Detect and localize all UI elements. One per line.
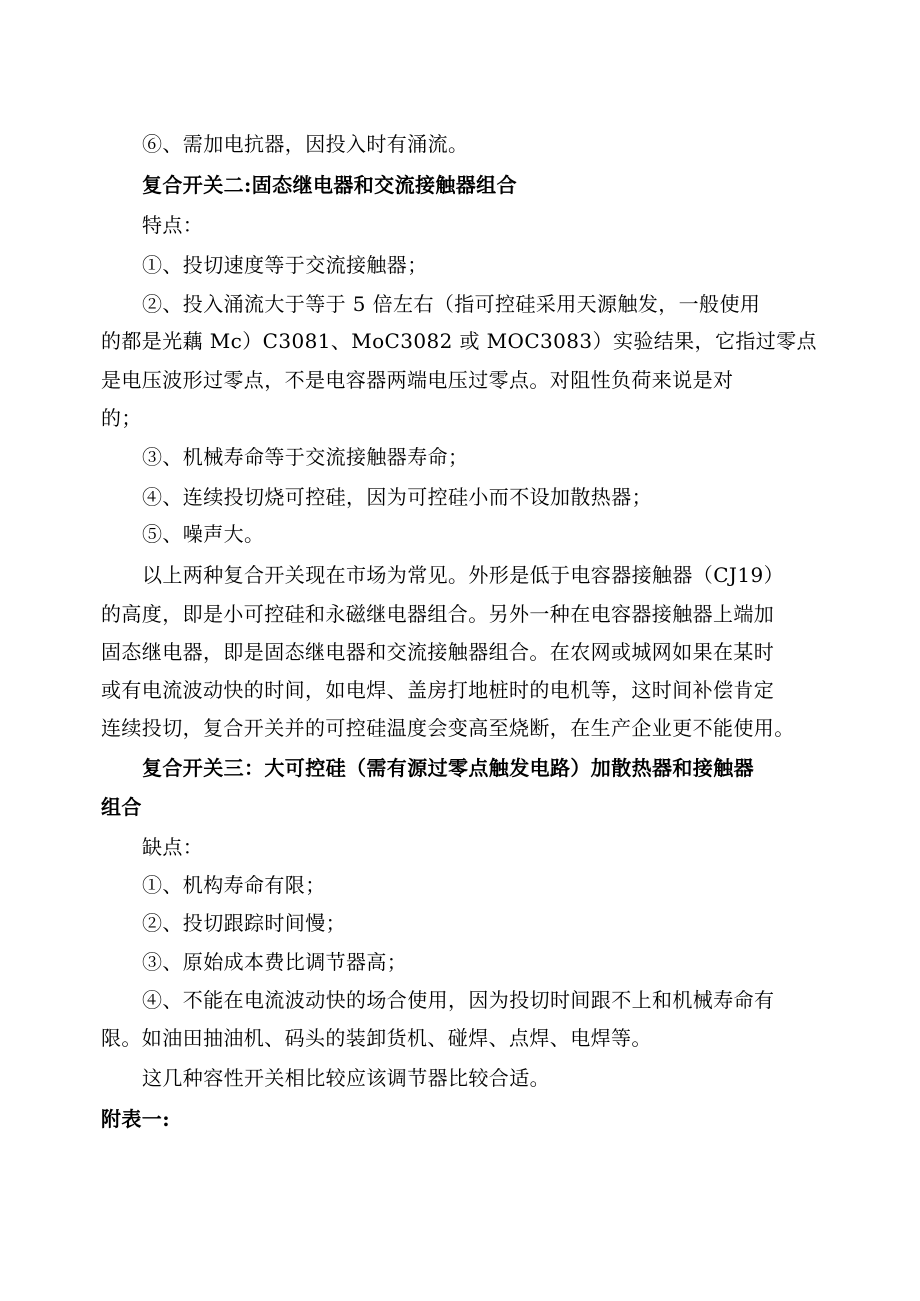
summary-line-5: 连续投切，复合开关并的可控硅温度会变高至烧断，在生产企业更不能使用。	[101, 716, 795, 740]
summary-line-4: 或有电流波动快的时间，如电焊、盖房打地桩时的电机等，这时间补偿肯定	[101, 678, 775, 702]
feature-item-5: ⑤、噪声大。	[142, 522, 265, 546]
drawbacks-label: 缺点：	[142, 835, 204, 859]
feature-item-2-line-3: 是电压波形过零点，不是电容器两端电压过零点。对阻性负荷来说是对	[101, 368, 734, 392]
appendix-heading: 附表一:	[101, 1107, 170, 1131]
conclusion: 这几种容性开关相比较应该调节器比较合适。	[142, 1066, 550, 1090]
drawback-item-1: ①、机构寿命有限；	[142, 873, 326, 897]
feature-item-2-line-4: 的；	[101, 406, 142, 430]
summary-line-2: 的高度，即是小可控硅和永磁继电器组合。另外一种在电容器接触器上端加	[101, 602, 775, 626]
switch2-heading: 复合开关二:固态继电器和交流接触器组合	[142, 173, 517, 197]
feature-item-2-line-1: ②、投入涌流大于等于 5 倍左右（指可控硅采用天源触发，一般使用	[142, 292, 761, 316]
switch3-heading-line-2: 组合	[101, 795, 142, 819]
switch3-heading-line-1: 复合开关三：大可控硅（需有源过零点触发电路）加散热器和接触器	[142, 756, 754, 780]
feature-item-4: ④、连续投切烧可控硅，因为可控硅小而不设加散热器；	[142, 485, 652, 509]
list-item-6: ⑥、需加电抗器，因投入时有涌流。	[142, 132, 469, 156]
summary-line-3: 固态继电器，即是固态继电器和交流接触器组合。在农网或城网如果在某时	[101, 640, 775, 664]
summary-line-1: 以上两种复合开关现在市场为常见。外形是低于电容器接触器（CJ19）	[142, 563, 784, 587]
features-label: 特点：	[142, 213, 204, 237]
drawback-item-3: ③、原始成本费比调节器高；	[142, 950, 408, 974]
feature-item-1: ①、投切速度等于交流接触器；	[142, 253, 428, 277]
drawback-item-2: ②、投切跟踪时间慢；	[142, 911, 346, 935]
feature-item-3: ③、机械寿命等于交流接触器寿命；	[142, 445, 469, 469]
drawback-item-4-line-1: ④、不能在电流波动快的场合使用，因为投切时间跟不上和机械寿命有	[142, 988, 775, 1012]
feature-item-2-line-2: 的都是光藕 Mc）C3081、MoC3082 或 MOC3083）实验结果，它指过零点	[101, 329, 817, 353]
drawback-item-4-line-2: 限。如油田抽油机、码头的装卸货机、碰焊、点焊、电焊等。	[101, 1026, 652, 1050]
